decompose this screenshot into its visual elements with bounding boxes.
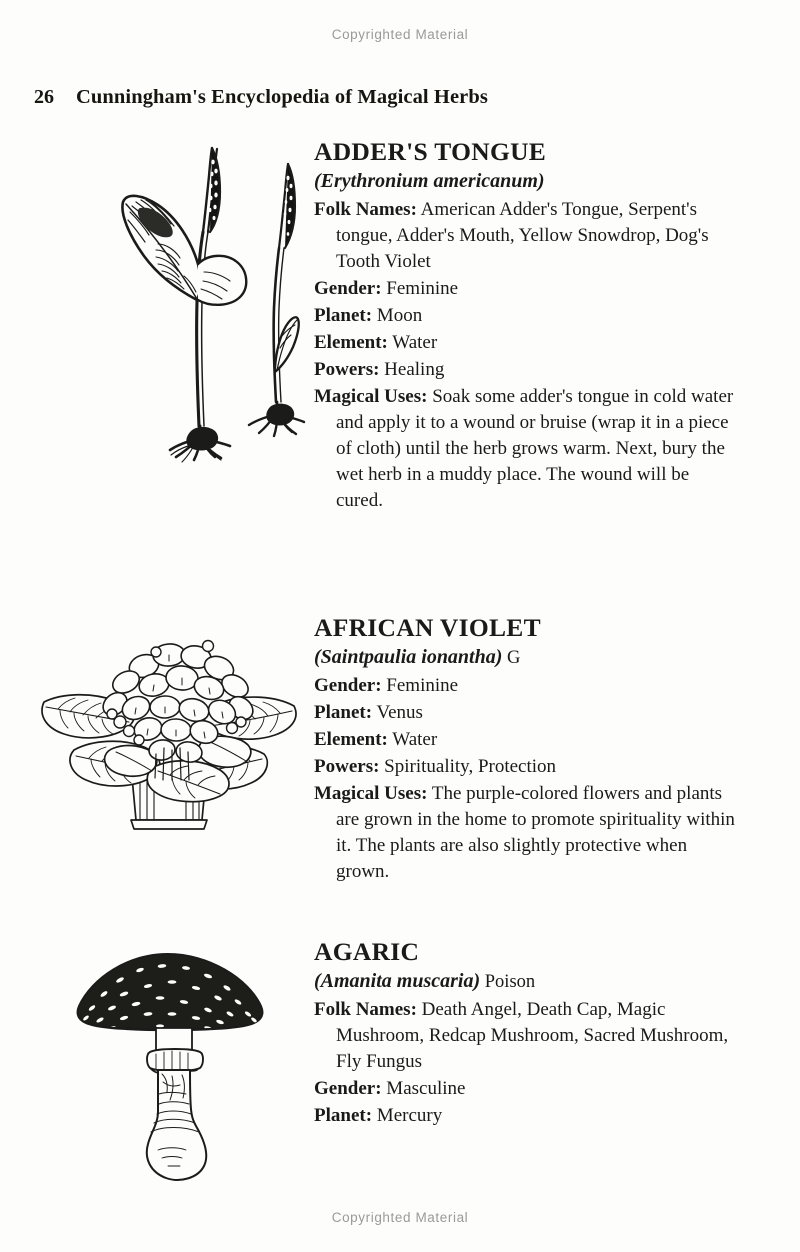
attr-value-folk-names: American Adder's Tongue, Serpent's tongue, Adder's Mouth, Yellow Snowdrop, Dog's Tooth Violet: [336, 198, 709, 272]
attr-label-folk-names: Folk Names:: [314, 198, 417, 220]
attr-planet: [314, 1103, 739, 1129]
attr-powers: [314, 754, 739, 780]
botanical-latin: (Saintpaulia ionantha): [314, 645, 503, 668]
copyright-watermark-bottom: Copyrighted Material: [331, 1210, 469, 1225]
herb-entry-adders-tongue: [34, 138, 774, 515]
herb-entry-agaric: [34, 938, 774, 1130]
entry-text-african-violet: [314, 614, 739, 885]
attr-value-folk-names: Death Angel, Death Cap, Magic Mushroom, Redcap Mushroom, Sacred Mushroom, Fly Fungus: [336, 998, 729, 1072]
attr-label-element: Element:: [314, 331, 388, 353]
attr-label-gender: Gender:: [314, 674, 382, 696]
attr-value-planet: Mercury: [376, 1104, 443, 1126]
attr-label-planet: Planet:: [314, 701, 373, 723]
attr-magical-uses: [314, 781, 739, 885]
attr-label-gender: Gender:: [314, 277, 382, 299]
herb-name: AFRICAN VIOLET: [314, 613, 541, 642]
herb-name: ADDER'S TONGUE: [314, 137, 547, 166]
attr-label-gender: Gender:: [314, 1077, 382, 1099]
attr-gender: [314, 276, 739, 302]
herb-entry-african-violet: [34, 614, 774, 886]
attr-gender: [314, 673, 739, 699]
attr-value-magical-uses: Soak some adder's tongue in cold water and apply it to a wound or bruise (wrap it in a piece of cloth) until the herb grows warm. Next, bury the wet herb in a muddy place. The wound will be cured.: [336, 385, 734, 511]
adders-tongue-plant-illustration: [96, 140, 311, 465]
attr-element: [314, 330, 739, 356]
attr-label-powers: Powers:: [314, 755, 380, 777]
attr-value-planet: Moon: [376, 304, 423, 326]
attr-magical-uses: [314, 384, 739, 514]
attr-label-element: Element:: [314, 728, 388, 750]
attr-label-folk-names: Folk Names:: [314, 998, 417, 1020]
attr-folk-names: [314, 197, 739, 275]
herb-name: AGARIC: [314, 937, 420, 966]
attr-value-powers: Healing: [384, 358, 445, 380]
attr-label-magical-uses: Magical Uses:: [314, 782, 428, 804]
attr-label-magical-uses: Magical Uses:: [314, 385, 428, 407]
attr-planet: [314, 303, 739, 329]
entry-text-adders-tongue: [314, 138, 739, 514]
attr-gender: [314, 1076, 739, 1102]
copyright-watermark-top: Copyrighted Material: [331, 27, 469, 42]
botanical-name: [314, 169, 739, 193]
entry-text-agaric: [314, 938, 739, 1129]
toxicity-marker: G: [507, 647, 521, 668]
attr-value-planet: Venus: [376, 701, 423, 723]
attr-folk-names: [314, 997, 739, 1075]
botanical-latin: (Amanita muscaria): [314, 969, 481, 992]
attr-label-powers: Powers:: [314, 358, 380, 380]
book-title: Cunningham's Encyclopedia of Magical Herbs: [76, 86, 488, 108]
attr-value-gender: Feminine: [386, 277, 459, 299]
attr-label-planet: Planet:: [314, 304, 373, 326]
attr-value-magical-uses: The purple-colored flowers and plants are grown in the home to promote spirituality within it. The plants are also slightly protective when grown.: [336, 782, 735, 882]
attr-value-gender: Feminine: [386, 674, 459, 696]
attr-value-gender: Masculine: [386, 1077, 466, 1099]
botanical-latin: (Erythronium americanum): [314, 169, 545, 192]
attr-value-element: Water: [392, 728, 438, 750]
attr-planet: [314, 700, 739, 726]
agaric-mushroom-illustration: [62, 942, 282, 1187]
attr-value-powers: Spirituality, Protection: [384, 755, 557, 777]
african-violet-potted-plant-illustration: [36, 630, 302, 835]
attr-element: [314, 727, 739, 753]
toxicity-marker: Poison: [484, 971, 536, 992]
running-head: [34, 86, 774, 109]
botanical-name: [314, 645, 739, 669]
attr-powers: [314, 357, 739, 383]
attr-label-planet: Planet:: [314, 1104, 373, 1126]
attr-value-element: Water: [392, 331, 438, 353]
botanical-name: [314, 969, 739, 993]
page-number: 26: [34, 86, 54, 108]
